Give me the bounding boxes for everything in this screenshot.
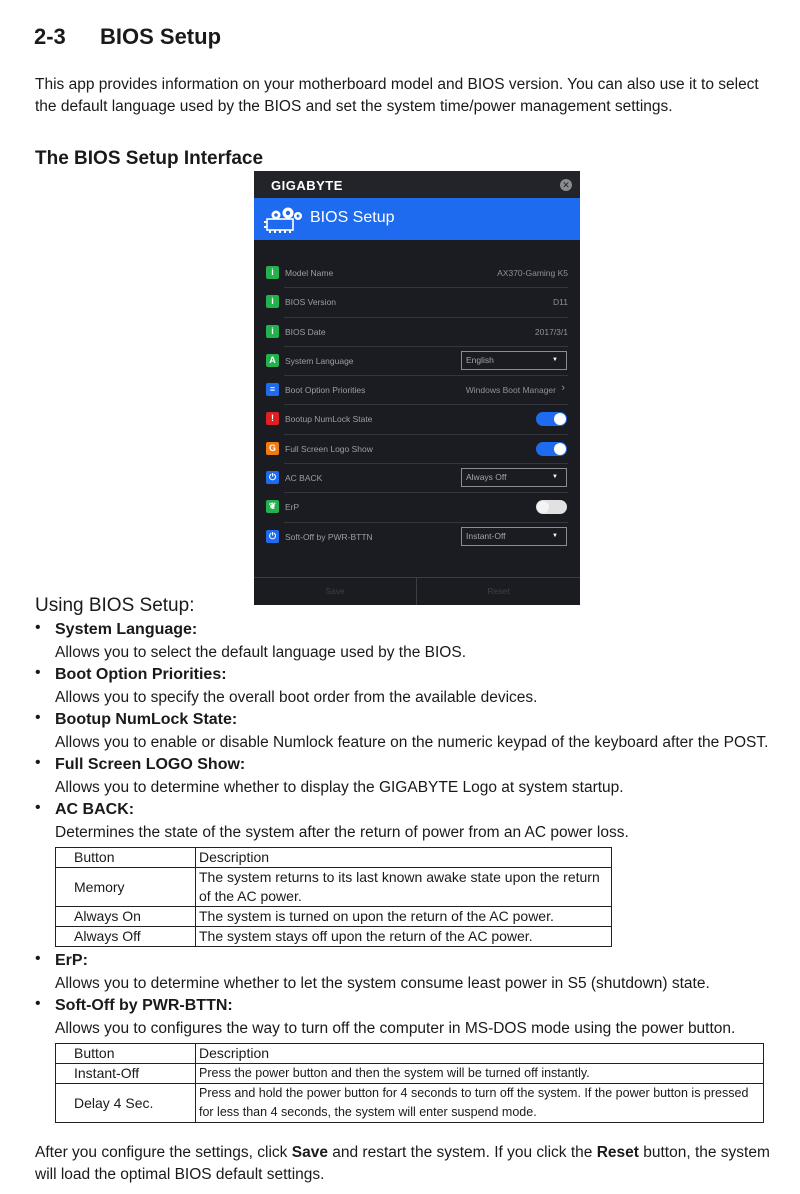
item-description: Allows you to enable or disable Numlock feature on the numeric keypad of the keyboard after the POST.	[55, 734, 769, 751]
table-row	[56, 1084, 764, 1123]
item-title: Bootup NumLock State:	[55, 711, 238, 728]
table-cell: The system returns to its last known awake state upon the return of the AC power.	[196, 868, 612, 907]
list-item	[35, 799, 780, 947]
item-title: Boot Option Priorities:	[55, 666, 227, 683]
dropdown-caret-icon: ▼	[552, 356, 558, 363]
row-label: Bootup NumLock State	[285, 414, 373, 425]
row-erp	[254, 493, 580, 522]
bullet: •	[35, 709, 41, 726]
item-title: ErP:	[55, 952, 88, 969]
item-description: Allows you to determine whether to let the system consume least power in S5 (shutdown) state.	[55, 975, 710, 992]
list-item	[35, 664, 780, 709]
table-row	[56, 927, 612, 947]
table-row	[56, 1064, 764, 1084]
outro-reset-emphasis: Reset	[596, 1144, 639, 1161]
app-title: BIOS Setup	[310, 209, 395, 226]
row-label: Soft-Off by PWR-BTTN	[285, 531, 373, 542]
bullet: •	[35, 799, 41, 816]
ac-back-select-value: Always Off	[466, 472, 507, 483]
table-row	[56, 868, 612, 907]
outro-save-emphasis: Save	[291, 1144, 328, 1161]
language-select-value: English	[466, 354, 494, 365]
logo-show-toggle[interactable]	[536, 442, 567, 456]
app-footer	[254, 577, 580, 605]
intro-paragraph: This app provides information on your motherboard model and BIOS version. You can also use it to select the default language used by the BIOS and set the system time/power management settings.	[35, 76, 759, 115]
item-description: Allows you to select the default language used by the BIOS.	[55, 644, 467, 661]
bullet: •	[35, 619, 41, 636]
model-name-value: AX370-Gaming K5	[497, 268, 568, 278]
bullet: •	[35, 754, 41, 771]
bios-date-value: 2017/3/1	[534, 326, 568, 337]
list-icon: ≡	[266, 383, 279, 396]
bios-chip-gear-icon	[264, 206, 306, 239]
table-cell: The system is turned on upon the return of the AC power.	[196, 907, 612, 927]
item-title: Soft-Off by PWR-BTTN:	[55, 997, 233, 1014]
table-header-row	[56, 1044, 764, 1064]
app-header	[254, 198, 580, 240]
close-icon[interactable]: ✕	[560, 179, 572, 191]
bullet: •	[35, 995, 41, 1012]
leaf-icon: ❦	[266, 500, 279, 513]
table-header: Description	[196, 1044, 764, 1064]
list-item	[35, 619, 780, 664]
language-select[interactable]	[461, 351, 567, 370]
table-cell: Memory	[56, 868, 196, 907]
row-label: ErP	[285, 502, 300, 513]
numlock-toggle[interactable]	[536, 412, 567, 426]
row-bios-version	[254, 288, 580, 317]
item-title: System Language:	[55, 621, 198, 638]
outro-paragraph	[35, 1142, 780, 1186]
list-item	[35, 709, 780, 754]
info-icon: i	[266, 266, 279, 279]
table-cell: Press and hold the power button for 4 seconds to turn off the system. If the power button is pressed for less than 4 seconds, the system will enter suspend mode.	[196, 1084, 764, 1123]
window-titlebar	[254, 171, 580, 198]
row-soft-off	[254, 523, 580, 552]
table-header: Description	[196, 848, 612, 868]
row-label: Model Name	[285, 268, 334, 278]
table-cell: Delay 4 Sec.	[56, 1084, 196, 1123]
table-cell: Instant-Off	[56, 1064, 196, 1084]
list-item	[35, 754, 780, 799]
list-item	[35, 995, 780, 1123]
row-bios-date	[254, 318, 580, 347]
table-cell: The system stays off upon the return of the AC power.	[196, 927, 612, 947]
settings-description-list	[35, 619, 780, 1126]
ac-back-table	[55, 847, 612, 947]
item-title: Full Screen LOGO Show:	[55, 756, 246, 773]
dropdown-caret-icon: ▼	[552, 474, 558, 481]
row-system-language	[254, 347, 580, 376]
row-label: BIOS Date	[285, 326, 326, 337]
row-label: Boot Option Priorities	[285, 385, 366, 396]
row-boot-option-priorities[interactable]	[254, 376, 580, 405]
outro-text: and restart the system. If you click the	[327, 1144, 597, 1161]
section-number: 2-3	[34, 24, 66, 49]
ac-back-select[interactable]	[461, 468, 567, 487]
table-cell: Always Off	[56, 927, 196, 947]
table-header-row	[56, 848, 612, 868]
item-description: Allows you to specify the overall boot order from the available devices.	[55, 689, 538, 706]
settings-list	[254, 259, 580, 552]
power-icon: ⏻	[266, 471, 279, 484]
item-description: Determines the state of the system after the return of power from an AC power loss.	[55, 824, 629, 841]
outro-text: button, the system will load the optimal BIOS default settings.	[35, 1144, 770, 1183]
dropdown-caret-icon: ▼	[552, 532, 558, 539]
row-label: System Language	[285, 355, 354, 366]
item-description: Allows you to configures the way to turn off the computer in MS-DOS mode using the power button.	[55, 1020, 736, 1037]
table-cell: Always On	[56, 907, 196, 927]
row-model-name	[254, 259, 580, 288]
item-description: Allows you to determine whether to display the GIGABYTE Logo at system startup.	[55, 779, 624, 796]
table-header: Button	[56, 848, 196, 868]
chevron-right-icon[interactable]: ›	[561, 382, 565, 395]
table-cell: Press the power button and then the system will be turned off instantly.	[196, 1064, 764, 1084]
row-ac-back	[254, 464, 580, 493]
boot-option-value: Windows Boot Manager	[465, 385, 556, 396]
soft-off-table	[55, 1043, 764, 1123]
bullet: •	[35, 950, 41, 967]
soft-off-select[interactable]	[461, 527, 567, 546]
gigabyte-logo: GIGABYTE	[271, 178, 343, 193]
row-bootup-numlock	[254, 405, 580, 434]
bullet: •	[35, 664, 41, 681]
info-icon: i	[266, 295, 279, 308]
list-item	[35, 950, 780, 995]
row-label: AC BACK	[285, 473, 323, 484]
language-icon: A	[266, 354, 279, 367]
using-heading: Using BIOS Setup:	[35, 595, 195, 616]
row-label: Full Screen Logo Show	[285, 443, 373, 454]
info-icon: i	[266, 325, 279, 338]
outro-text: After you configure the settings, click	[35, 1144, 292, 1161]
section-title-text: BIOS Setup	[100, 24, 222, 49]
soft-off-select-value: Instant-Off	[466, 530, 506, 541]
key-icon: !	[266, 412, 279, 425]
table-header: Button	[56, 1044, 196, 1064]
row-label: BIOS Version	[285, 297, 337, 308]
row-full-screen-logo	[254, 435, 580, 464]
table-row	[56, 907, 612, 927]
power-icon: ⏻	[266, 530, 279, 543]
bios-version-value: D11	[553, 297, 568, 308]
bios-setup-window	[254, 171, 580, 605]
save-button[interactable]: Save	[254, 578, 417, 605]
logo-g-icon: G	[266, 442, 279, 455]
reset-button[interactable]: Reset	[487, 586, 510, 596]
section-title	[34, 24, 221, 50]
item-title: AC BACK:	[55, 801, 135, 818]
interface-heading: The BIOS Setup Interface	[35, 148, 264, 169]
erp-toggle[interactable]	[536, 500, 567, 514]
